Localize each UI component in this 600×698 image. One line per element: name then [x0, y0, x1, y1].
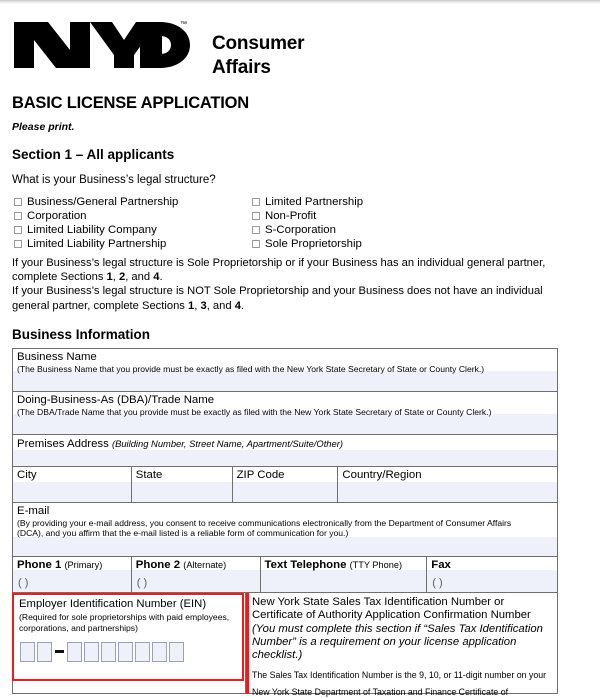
field-input-area[interactable] [261, 570, 427, 592]
print-instruction: Please print. [12, 121, 75, 133]
field-premises-address[interactable] [13, 435, 558, 466]
field-zip-code[interactable] [233, 467, 339, 502]
sales-tax-title-line1: New York State Sales Tax Identification Number or [252, 595, 505, 608]
instruction-sole-prop-line2: complete Sections 1, 2, and 4. [12, 271, 163, 284]
svg-text:™: ™ [180, 21, 187, 28]
phone-area-code-prefix: ( ) [432, 576, 443, 589]
ein-digit-box[interactable] [135, 642, 150, 662]
field-input-area[interactable] [233, 482, 338, 502]
field-input-area[interactable] [427, 570, 557, 592]
field-hint: (Building Number, Street Name, Apartment/Suite/Other) [111, 437, 343, 449]
checkbox-limited-partnership[interactable] [252, 196, 363, 210]
sales-tax-italic-line3: checklist.) [252, 649, 303, 662]
field-label: City [17, 468, 37, 481]
section-ref: 3 [200, 299, 207, 312]
field-hint: (Alternate) [183, 559, 227, 570]
checkbox-non-profit[interactable] [252, 210, 363, 224]
field-country-region[interactable] [338, 467, 558, 502]
field-phone-2[interactable] [132, 557, 261, 592]
checkbox-icon[interactable] [14, 198, 22, 206]
field-input-area[interactable] [13, 482, 131, 502]
field-label: Premises Address (Building Number, Street Name, Apartment/Suite/Other) [17, 437, 343, 450]
section1-heading: Section 1 – All applicants [12, 147, 175, 162]
field-label: Phone 1 (Primary) [17, 558, 103, 571]
section-ref: 1 [188, 299, 195, 312]
field-input-area[interactable] [13, 570, 131, 592]
checkbox-icon[interactable] [252, 226, 260, 234]
checkbox-business-general-partnership[interactable] [14, 196, 178, 210]
section-ref: 4 [153, 271, 160, 284]
sales-tax-cell[interactable] [246, 593, 558, 698]
instruction-not-sole-prop-line2: general partner, complete Sections 1, 3, and 4. [12, 299, 245, 312]
checkbox-label: Limited Liability Partnership [27, 238, 167, 250]
instruction-sole-prop-line1: If your Business’s legal structure is Sole Proprietorship or if your Business has an individual general partner, [12, 257, 546, 269]
field-input-area[interactable] [13, 537, 557, 556]
field-state[interactable] [132, 467, 233, 502]
checkbox-corporation[interactable] [14, 210, 178, 224]
legal-structure-options [0, 196, 600, 250]
field-text-telephone[interactable] [261, 557, 428, 592]
phone-area-code-prefix: ( ) [18, 576, 29, 589]
table-row-city-state-zip-country [13, 467, 558, 503]
section1-instructions [12, 256, 572, 313]
section-ref: 1 [106, 271, 113, 284]
document-content [0, 4, 600, 698]
ein-note-line2: corporations, and partnerships) [19, 623, 138, 634]
field-note: (The Business Name that you provide must be exactly as filed with the New York State Secretary of State or County Clerk.) [17, 363, 485, 374]
field-note-line1: (By providing your e-mail address, you consent to receive communications electronically from the Department of Consumer Affairs [17, 517, 512, 528]
checkbox-label: Non-Profit [265, 210, 317, 222]
checkbox-icon[interactable] [252, 198, 260, 206]
ein-note-line1: (Required for sole proprietorships with paid employees, [19, 611, 230, 622]
field-phone-1[interactable] [13, 557, 132, 592]
business-information-heading: Business Information [12, 326, 151, 342]
section-ref: 2 [118, 271, 126, 284]
highlight-stripe [246, 593, 249, 694]
ein-digit-box[interactable] [169, 642, 184, 662]
checkbox-sole-proprietorship[interactable] [252, 238, 363, 252]
legal-structure-column-left [14, 196, 178, 252]
ein-highlight-box[interactable] [12, 593, 244, 681]
checkbox-label: Corporation [27, 210, 87, 222]
field-dba-trade-name[interactable] [13, 392, 558, 434]
ein-dash-separator [55, 650, 64, 653]
checkbox-icon[interactable] [252, 212, 260, 220]
ein-digit-box[interactable] [84, 642, 99, 662]
table-row-premises-address [13, 435, 558, 467]
field-label: Business Name [17, 350, 97, 363]
field-hint: (Primary) [64, 559, 103, 570]
field-label: E-mail [17, 504, 50, 517]
sales-tax-title-line2: Certificate of Authority Application Confirmation Number [252, 609, 531, 622]
phone-area-code-prefix: ( ) [136, 576, 148, 589]
field-fax[interactable] [427, 557, 558, 592]
ein-label: Employer Identification Number (EIN) [19, 597, 207, 610]
checkbox-label: Limited Liability Company [27, 224, 157, 236]
agency-name-line1: Consumer [212, 33, 305, 54]
page-title: BASIC LICENSE APPLICATION [12, 94, 250, 112]
ein-digit-box[interactable] [118, 642, 133, 662]
table-row-business-name [13, 349, 558, 392]
field-email[interactable] [13, 503, 558, 556]
table-row-phones [13, 557, 558, 593]
sales-tax-note-line2: New York State Department of Taxation and Finance Certificate of [252, 687, 509, 698]
checkbox-icon[interactable] [14, 212, 22, 220]
sales-tax-italic-line2: Number” is a requirement on your license application [252, 636, 517, 649]
section-ref: 4 [234, 299, 241, 312]
ein-digit-box[interactable] [101, 642, 116, 662]
checkbox-icon[interactable] [14, 226, 22, 234]
document-header [12, 10, 600, 90]
nyc-logo-icon [12, 14, 190, 76]
checkbox-label: Business/General Partnership [27, 196, 179, 208]
legal-structure-column-right [252, 196, 363, 252]
field-note-line2: (DCA), and you affirm that the e-mail listed is a reliable form of communication for you.) [17, 528, 349, 539]
instruction-not-sole-prop-line1: If your Business’s legal structure is NOT Sole Proprietorship and your Business does not have an individual [12, 285, 543, 298]
ein-sales-tax-section [12, 593, 558, 698]
field-label: Phone 2 (Alternate) [135, 558, 227, 571]
checkbox-icon[interactable] [14, 240, 22, 248]
field-hint: (TTY Phone) [349, 559, 403, 570]
checkbox-label: Sole Proprietorship [265, 238, 362, 250]
field-label: State [135, 468, 163, 481]
legal-structure-question: What is your Business’s legal structure? [12, 174, 216, 186]
sales-tax-italic-line1: (You must complete this section if “Sales Tax Identification [252, 622, 543, 635]
field-note: (The DBA/Trade Name that you provide must be exactly as filed with the New York State Secretary of State or County Clerk.) [17, 406, 492, 417]
business-information-table [12, 348, 558, 593]
ein-digit-boxes[interactable] [20, 642, 186, 662]
field-label: Country/Region [342, 468, 422, 481]
ein-digit-box[interactable] [152, 642, 167, 662]
field-label: ZIP Code [236, 468, 285, 481]
field-input-area[interactable] [13, 450, 557, 466]
field-input-area[interactable] [132, 482, 232, 502]
checkbox-label: S-Corporation [265, 224, 336, 236]
field-business-name[interactable] [13, 349, 558, 391]
field-input-area[interactable] [338, 482, 557, 502]
ein-digit-box[interactable] [37, 642, 52, 662]
agency-name [212, 32, 304, 81]
checkbox-icon[interactable] [252, 240, 260, 248]
field-label: Text Telephone (TTY Phone) [264, 558, 403, 571]
table-row-email [13, 503, 558, 557]
checkbox-limited-liability-partnership[interactable] [14, 238, 178, 252]
ein-digit-box[interactable] [67, 642, 82, 662]
checkbox-s-corporation[interactable] [252, 224, 363, 238]
field-city[interactable] [13, 467, 132, 502]
ein-digit-box[interactable] [20, 642, 35, 662]
field-label: Doing-Business-As (DBA)/Trade Name [17, 393, 215, 406]
table-row-dba [13, 392, 558, 435]
field-label: Fax [431, 558, 451, 571]
checkbox-limited-liability-company[interactable] [14, 224, 178, 238]
agency-name-line2: Affairs [212, 57, 271, 79]
field-input-area[interactable] [132, 570, 260, 592]
checkbox-label: Limited Partnership [265, 196, 364, 208]
sales-tax-note-line1: The Sales Tax Identification Number is the 9, 10, or 11-digit number on your [252, 669, 547, 680]
